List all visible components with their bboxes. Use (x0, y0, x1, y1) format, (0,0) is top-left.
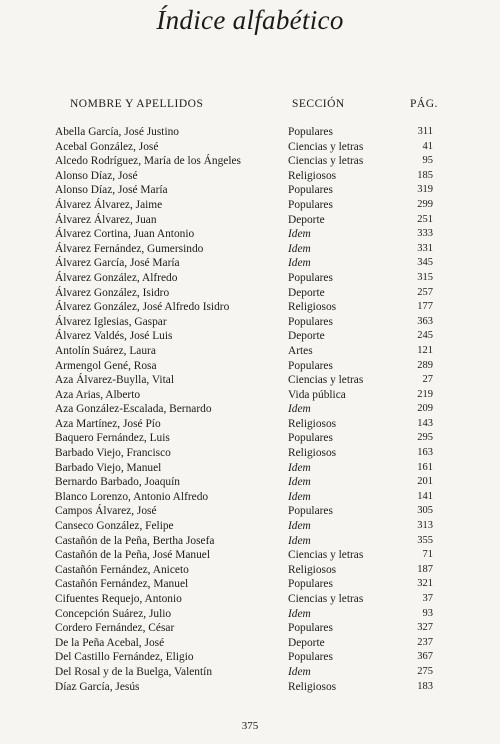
row-name: Álvarez Iglesias, Gaspar (55, 315, 167, 328)
row-section: Idem (288, 476, 311, 489)
row-name: Álvarez González, José Alfredo Isidro (55, 301, 230, 314)
row-page: 37 (422, 593, 433, 604)
row-name: Alcedo Rodríguez, María de los Ángeles (55, 155, 241, 168)
table-row (0, 636, 500, 651)
row-section: Ciencias y letras (288, 374, 364, 387)
row-name: Alonso Díaz, José María (55, 184, 168, 197)
row-page: 315 (417, 271, 433, 283)
page-title: Índice alfabético (156, 5, 344, 35)
row-page: 163 (417, 447, 433, 459)
row-page: 321 (417, 578, 433, 590)
row-page: 161 (417, 461, 433, 473)
row-section: Deporte (288, 286, 325, 299)
row-name: Álvarez Álvarez, Juan (55, 213, 157, 226)
row-section: Populares (288, 315, 333, 328)
row-section: Deporte (288, 636, 325, 649)
row-section: Populares (288, 651, 333, 664)
row-section: Populares (288, 198, 333, 211)
row-name: Cifuentes Requejo, Antonio (55, 593, 182, 605)
row-section: Religiosos (288, 447, 337, 460)
row-section: Ciencias y letras (288, 549, 364, 562)
row-page: 141 (417, 490, 433, 502)
table-row (0, 213, 500, 228)
table-row (0, 519, 500, 534)
table-row (0, 592, 500, 607)
table-row (0, 329, 500, 344)
row-section: Idem (288, 607, 311, 620)
row-name: Álvarez García, José María (55, 257, 180, 270)
row-name: Del Castillo Fernández, Eligio (55, 651, 194, 664)
table-header (0, 96, 500, 112)
row-page: 363 (417, 315, 433, 327)
row-name: Armengol Gené, Rosa (55, 359, 157, 372)
row-section: Populares (288, 505, 333, 518)
row-name: Álvarez Valdés, José Luis (55, 330, 173, 343)
row-section: Idem (288, 242, 311, 255)
table-row (0, 534, 500, 549)
row-section: Populares (288, 126, 333, 138)
table-row (0, 402, 500, 417)
row-section: Ciencias y letras (288, 155, 364, 168)
row-section: Populares (288, 622, 333, 635)
row-section: Populares (288, 271, 333, 284)
row-name: Acebal González, José (55, 140, 159, 153)
row-section: Religiosos (288, 301, 337, 314)
row-page: 27 (422, 374, 433, 386)
row-section: Idem (288, 461, 311, 474)
row-section: Vida pública (288, 388, 346, 401)
row-name: Cordero Fernández, César (55, 622, 175, 635)
row-name: Barbado Viejo, Francisco (55, 447, 171, 460)
table-row (0, 475, 500, 490)
row-name: Castañón Fernández, Aniceto (55, 563, 189, 576)
row-page: 327 (417, 622, 433, 634)
table-row (0, 548, 500, 563)
index-table (0, 125, 500, 694)
row-page: 93 (422, 607, 433, 619)
row-page: 319 (417, 184, 433, 196)
row-page: 355 (417, 534, 433, 546)
table-row (0, 607, 500, 622)
row-page: 177 (417, 301, 433, 313)
row-page: 367 (417, 651, 433, 663)
row-name: Aza Arias, Alberto (55, 388, 141, 401)
row-page: 201 (417, 476, 433, 488)
row-page: 71 (422, 549, 433, 561)
row-name: Aza Álvarez-Buylla, Vital (55, 374, 174, 387)
row-page: 345 (417, 257, 433, 269)
table-row (0, 140, 500, 155)
row-name: Alonso Díaz, José (55, 169, 138, 182)
row-name: Canseco González, Felipe (55, 520, 174, 533)
row-name: Del Rosal y de la Buelga, Valentín (55, 665, 213, 678)
row-section: Populares (288, 578, 333, 591)
row-page: 121 (417, 344, 433, 356)
row-page: 275 (417, 665, 433, 677)
row-section: Idem (288, 228, 311, 241)
table-row (0, 431, 500, 446)
table-row (0, 256, 500, 271)
table-row (0, 169, 500, 184)
row-page: 41 (422, 140, 433, 152)
table-row (0, 154, 500, 169)
table-row (0, 490, 500, 505)
row-name: Baquero Fernández, Luis (55, 432, 170, 445)
row-name: Álvarez Cortina, Juan Antonio (55, 228, 195, 241)
row-name: Blanco Lorenzo, Antonio Alfredo (55, 490, 209, 503)
row-name: Castañón de la Peña, José Manuel (55, 549, 211, 562)
row-page: 257 (417, 286, 433, 298)
row-page: 187 (417, 563, 433, 575)
table-row (0, 461, 500, 476)
row-section: Religiosos (288, 417, 337, 430)
row-name: Álvarez González, Isidro (55, 286, 170, 299)
row-page: 95 (422, 155, 433, 167)
row-section: Artes (288, 344, 313, 357)
page-number: 375 (241, 720, 259, 732)
row-name: De la Peña Acebal, José (55, 636, 165, 649)
row-name: Álvarez Álvarez, Jaime (55, 198, 163, 211)
row-page: 183 (417, 680, 433, 692)
table-row (0, 504, 500, 519)
table-row (0, 286, 500, 301)
header-page: PÁG. (410, 98, 438, 110)
row-page: 209 (417, 403, 433, 415)
row-section: Ciencias y letras (288, 140, 364, 153)
row-name: Abella García, José Justino (55, 126, 180, 138)
row-section: Populares (288, 184, 333, 197)
row-page: 251 (417, 213, 433, 225)
table-row (0, 417, 500, 432)
row-section: Religiosos (288, 563, 337, 576)
row-name: Díaz García, Jesús (55, 680, 140, 693)
row-section: Idem (288, 403, 311, 416)
row-name: Castañón Fernández, Manuel (55, 578, 189, 591)
row-page: 289 (417, 359, 433, 371)
header-name: NOMBRE Y APELLIDOS (70, 98, 204, 110)
row-name: Campos Álvarez, José (55, 505, 157, 518)
table-row (0, 315, 500, 330)
row-name: Castañón de la Peña, Bertha Josefa (55, 534, 215, 547)
table-row (0, 227, 500, 242)
row-section: Deporte (288, 213, 325, 226)
row-name: Álvarez Fernández, Gumersindo (55, 242, 204, 255)
row-page: 295 (417, 432, 433, 444)
row-page: 313 (417, 520, 433, 532)
header-section: SECCIÓN (292, 98, 345, 110)
row-section: Religiosos (288, 169, 337, 182)
table-row (0, 183, 500, 198)
row-page: 299 (417, 198, 433, 210)
table-row (0, 665, 500, 680)
row-page: 219 (417, 388, 433, 400)
row-page: 311 (417, 126, 433, 137)
table-row (0, 198, 500, 213)
row-name: Barbado Viejo, Manuel (55, 461, 162, 474)
row-page: 305 (417, 505, 433, 517)
row-page: 245 (417, 330, 433, 342)
row-page: 331 (417, 242, 433, 254)
row-section: Religiosos (288, 680, 337, 693)
row-page: 143 (417, 417, 433, 429)
table-row (0, 577, 500, 592)
table-row (0, 446, 500, 461)
row-name: Bernardo Barbado, Joaquín (55, 476, 180, 489)
row-section: Idem (288, 490, 311, 503)
row-section: Populares (288, 432, 333, 445)
row-name: Aza González-Escalada, Bernardo (55, 403, 212, 416)
row-section: Idem (288, 665, 311, 678)
row-name: Antolín Suárez, Laura (55, 344, 156, 357)
row-name: Concepción Suárez, Julio (55, 607, 172, 620)
row-name: Álvarez González, Alfredo (55, 271, 178, 284)
row-section: Ciencias y letras (288, 593, 364, 605)
row-section: Idem (288, 534, 311, 547)
table-row (0, 373, 500, 388)
table-row (0, 344, 500, 359)
table-row (0, 125, 500, 140)
table-row (0, 271, 500, 286)
table-row (0, 300, 500, 315)
table-row (0, 621, 500, 636)
row-name: Aza Martínez, José Pío (55, 417, 161, 430)
row-page: 185 (417, 169, 433, 181)
row-page: 333 (417, 228, 433, 240)
table-row (0, 242, 500, 257)
table-row (0, 650, 500, 665)
row-section: Idem (288, 520, 311, 533)
row-page: 237 (417, 636, 433, 648)
table-row (0, 359, 500, 374)
row-section: Populares (288, 359, 333, 372)
row-section: Deporte (288, 330, 325, 343)
table-row (0, 563, 500, 578)
table-row (0, 388, 500, 403)
row-section: Idem (288, 257, 311, 270)
table-row (0, 680, 500, 695)
